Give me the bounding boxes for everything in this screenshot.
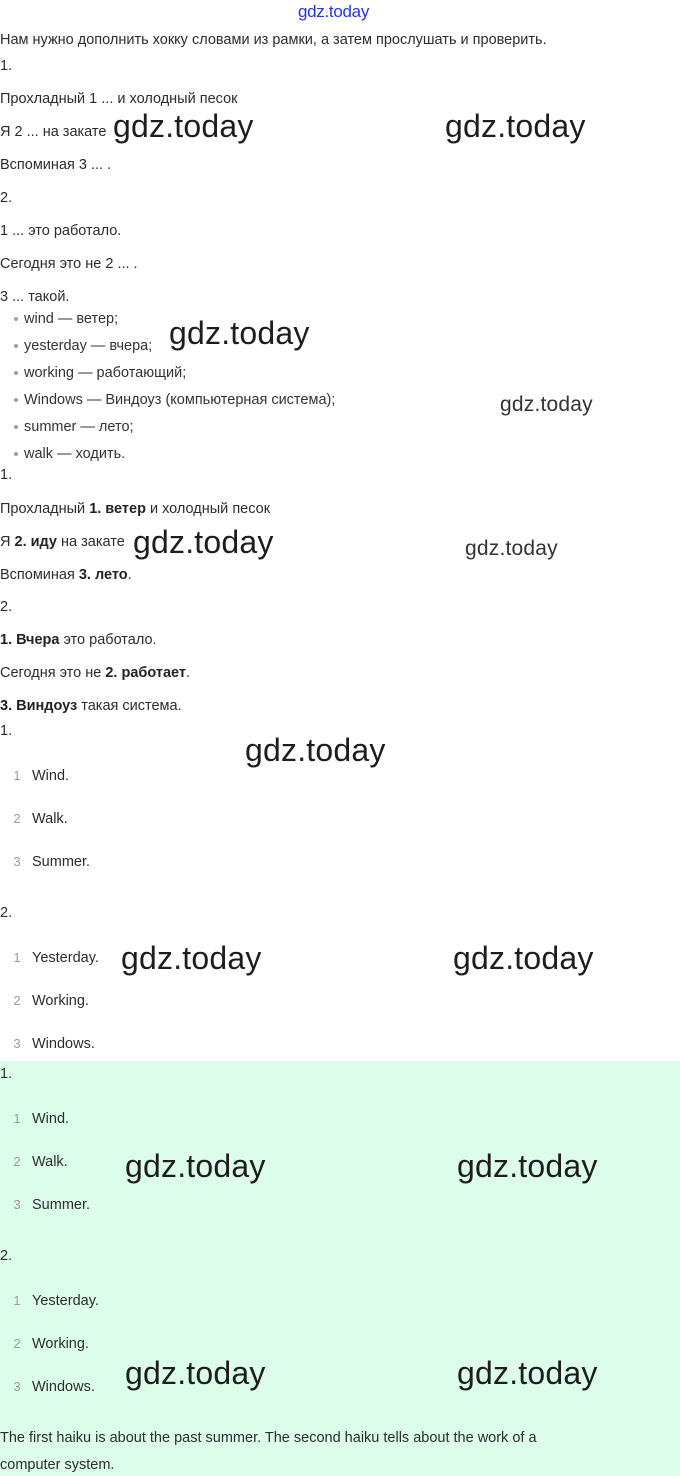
list-number: 3	[13, 854, 21, 869]
list-number: 2	[13, 811, 21, 826]
exercise-line: Вспоминая 3 ... .	[0, 157, 112, 173]
green-heading-1: 1.	[0, 1066, 13, 1082]
list-item: Walk.	[32, 811, 68, 827]
exercise-heading-1: 1.	[0, 58, 13, 74]
exercise-line: 1 ... это работало.	[0, 223, 122, 239]
list-number: 1	[13, 1111, 21, 1126]
watermark: gdz.today	[125, 1355, 266, 1391]
list-heading-2: 2.	[0, 905, 13, 921]
list-item: Working.	[32, 993, 89, 1009]
list-number: 1	[13, 1293, 21, 1308]
watermark: gdz.today	[121, 940, 262, 976]
watermark: gdz.today	[169, 315, 310, 351]
list-item: Walk.	[32, 1154, 68, 1170]
list-item: Summer.	[32, 854, 91, 870]
bullet-icon	[14, 317, 18, 321]
watermark: gdz.today	[133, 524, 274, 560]
watermark: gdz.today	[453, 940, 594, 976]
vocab-item: summer — лето;	[14, 417, 134, 437]
bullet-icon	[14, 398, 18, 402]
summary-line: The first haiku is about the past summer. The second haiku tells about the work of a	[0, 1430, 537, 1446]
list-item: Working.	[32, 1336, 89, 1352]
watermark: gdz.today	[125, 1148, 266, 1184]
answer-line: 1. Вчера это работало.	[0, 632, 157, 648]
vocab-item: wind — ветер;	[14, 309, 118, 329]
list-item: Yesterday.	[32, 950, 99, 966]
bullet-icon	[14, 371, 18, 375]
exercise-heading-2: 2.	[0, 190, 13, 206]
vocab-item: walk — ходить.	[14, 444, 125, 464]
bullet-icon	[14, 425, 18, 429]
bullet-icon	[14, 452, 18, 456]
watermark: gdz.today	[457, 1148, 598, 1184]
answer-highlight-background	[0, 1061, 680, 1476]
list-number: 2	[13, 1336, 21, 1351]
exercise-line: Сегодня это не 2 ... .	[0, 256, 138, 272]
answer-line: Вспоминая 3. лето.	[0, 567, 132, 583]
list-number: 2	[13, 1154, 21, 1169]
exercise-line: Я 2 ... на закате	[0, 124, 107, 140]
watermark: gdz.today	[245, 732, 386, 768]
list-heading-1: 1.	[0, 723, 13, 739]
summary-line: computer system.	[0, 1457, 115, 1473]
exercise-line: 3 ... такой.	[0, 289, 70, 305]
answer-line: Прохладный 1. ветер и холодный песок	[0, 501, 271, 517]
vocab-item: yesterday — вчера;	[14, 336, 152, 356]
list-item: Wind.	[32, 1111, 70, 1127]
watermark: gdz.today	[445, 108, 586, 144]
watermark: gdz.today	[465, 537, 558, 560]
watermark: gdz.today	[113, 108, 254, 144]
list-item: Summer.	[32, 1197, 91, 1213]
list-number: 3	[13, 1379, 21, 1394]
list-item: Yesterday.	[32, 1293, 99, 1309]
site-logo[interactable]: gdz.today	[298, 2, 370, 21]
list-item: Wind.	[32, 768, 70, 784]
vocab-item: Windows — Виндоуз (компьютерная система);	[14, 390, 335, 410]
list-item: Windows.	[32, 1379, 95, 1395]
answer-line: Я 2. иду на закате	[0, 534, 125, 550]
answer-line: Сегодня это не 2. работает.	[0, 665, 191, 681]
bullet-icon	[14, 344, 18, 348]
list-number: 1	[13, 768, 21, 783]
list-number: 3	[13, 1197, 21, 1212]
answer-heading-2: 2.	[0, 599, 13, 615]
vocab-item: working — работающий;	[14, 363, 186, 383]
watermark: gdz.today	[457, 1355, 598, 1391]
list-number: 1	[13, 950, 21, 965]
green-heading-2: 2.	[0, 1248, 13, 1264]
exercise-line: Прохладный 1 ... и холодный песок	[0, 91, 238, 107]
list-item: Windows.	[32, 1036, 95, 1052]
watermark: gdz.today	[500, 393, 593, 416]
answer-line: 3. Виндоуз такая система.	[0, 698, 182, 714]
list-number: 3	[13, 1036, 21, 1051]
task-text: Нам нужно дополнить хокку словами из рамки, а затем прослушать и проверить.	[0, 32, 547, 48]
list-number: 2	[13, 993, 21, 1008]
answer-heading-1: 1.	[0, 467, 13, 483]
